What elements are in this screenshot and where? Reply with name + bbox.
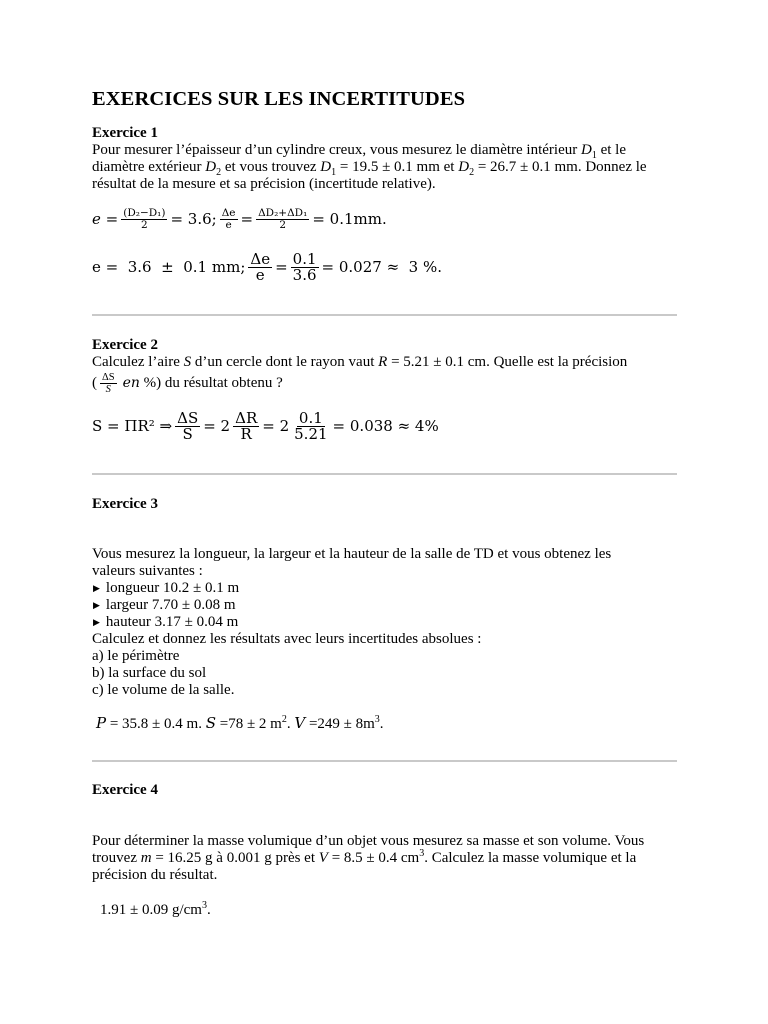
triangle-bullet-icon: ▶ — [93, 583, 100, 593]
fraction: $\frac{\Delta S}{S}$ — [177, 409, 199, 443]
exercise-3-question: Calculez et donnez les résultats avec leurs incertitudes absolues : — [92, 631, 482, 647]
fraction: $\frac{\text{ΔD₂+ΔD₁}}{2}$ — [258, 207, 308, 231]
exercise-2 — [92, 337, 672, 395]
exercise-4-answer: 1.91 ± 0.09 $g/cm^3$. — [100, 900, 211, 918]
exercise-3 — [92, 546, 652, 699]
exercise-1-heading: Exercice 1 — [92, 125, 158, 141]
list-item: ▶ longueur 10.2 ± 0.1 m — [93, 580, 240, 596]
fraction: $\frac{\Delta e}{e}$ — [250, 250, 271, 284]
exercise-3-part-b: b) la surface du sol — [92, 665, 207, 681]
exercise-2-statement-line-2: ( $\frac{\Delta S}{S}$ en %) du résultat obtenu ? — [92, 372, 283, 395]
exercise-3-intro: Vous mesurez la longueur, la largeur et la hauteur de la salle de TD et vous obtenez les valeurs suivantes : — [92, 546, 612, 579]
section-divider — [92, 314, 677, 316]
exercise-3-answer: P = 35.8 ± 0.4 m. S =78 ± 2 $m^2$. $V =249 \pm 8m^3$. — [96, 714, 384, 732]
exercise-1-equation-1: e = $\frac{\text{(D₂−D₁)}}{2}$ = 3.6; $\frac{\Delta e}{e}$ = $\frac{\text{ΔD₂+ΔD₁}}{2}$ = 0.1mm. — [92, 207, 387, 231]
exercise-3-part-c: c) le volume de la salle. — [92, 682, 235, 698]
section-divider — [92, 473, 677, 475]
exercise-4-statement: Pour déterminer la masse volumique d’un objet vous mesurez sa masse et son volume. Vous trouvez m = 16.25 g à 0.001 g près et V = 8.5 ± 0.4 $cm^3$. Calculez la masse volumique et la précision du résultat. — [92, 833, 645, 883]
exercise-2-heading: Exercice 2 — [92, 337, 158, 353]
fraction: $\frac{\Delta R}{R}$ — [235, 409, 258, 443]
fraction: $\frac{\text{(D₂−D₁)}}{2}$ — [123, 207, 166, 231]
triangle-bullet-icon: ▶ — [93, 600, 100, 610]
exercise-4-heading-text: Exercice 4 — [92, 782, 158, 798]
exercise-4 — [92, 833, 672, 884]
list-item: ▶ largeur 7.70 ± 0.08 m — [93, 597, 236, 613]
fraction: $\frac{\Delta e}{e}$ — [221, 207, 236, 231]
fraction: $\frac{0.1}{5.21}$ — [294, 409, 328, 443]
exercise-1 — [92, 125, 672, 193]
measurement-list — [92, 580, 652, 631]
section-divider — [92, 760, 677, 762]
exercise-2-equation: S = ΠR² ⇒ $\frac{\Delta S}{S}$ = 2 $\frac{\Delta R}{R}$ = 2 $\frac{0.1}{5.21}$ = 0.038 ≈ 4% — [92, 409, 439, 443]
fraction: $\frac{0.1}{3.6}$ — [292, 250, 317, 284]
page-title: EXERCICES SUR LES INCERTITUDES — [92, 88, 466, 110]
exercise-2-statement-line-1: Calculez l’aire S d’un cercle dont le rayon vaut R = 5.21 ± 0.1 cm. Quelle est la précision — [92, 354, 628, 370]
exercise-4-heading — [92, 782, 672, 799]
exercise-3-heading — [92, 496, 672, 513]
exercise-3-part-a: a) le périmètre — [92, 648, 180, 664]
fraction: $\frac{\Delta S}{S}$ — [102, 372, 115, 395]
exercise-1-statement: Pour mesurer l’épaisseur d’un cylindre creux, vous mesurez le diamètre intérieur $D_1$ et le diamètre extérieur $D_2$ et vous trouvez $D_1 = 19.5 \pm 0.1$ mm et $D_2 = 26.7 \pm 0.1$ mm. Donnez le résultat de la mesure et sa précision (incertitude relative). — [92, 142, 647, 192]
triangle-bullet-icon: ▶ — [93, 617, 100, 627]
exercise-1-equation-2: e = 3.6 ± 0.1 mm; $\frac{\Delta e}{e}$ = $\frac{0.1}{3.6}$ = 0.027 ≈ 3 %. — [92, 250, 443, 284]
list-item: ▶ hauteur 3.17 ± 0.04 m — [93, 614, 239, 630]
exercise-3-heading-text: Exercice 3 — [92, 496, 158, 512]
